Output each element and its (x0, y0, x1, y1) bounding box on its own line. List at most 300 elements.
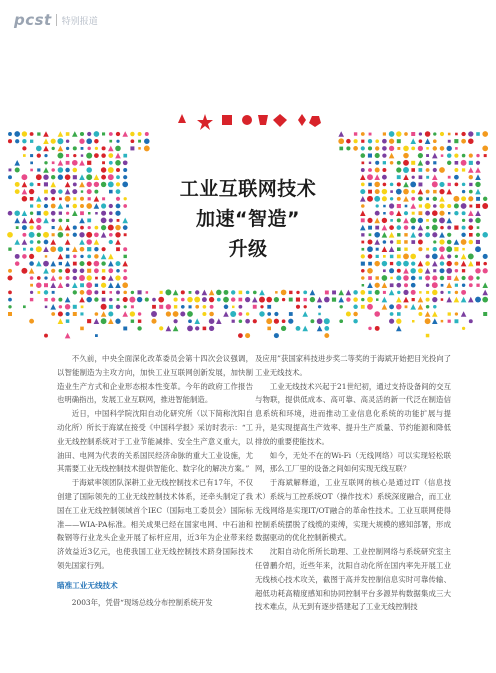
decor-dot (94, 131, 100, 137)
decor-dot (338, 131, 344, 137)
decor-dot (410, 138, 416, 144)
decor-dot (411, 276, 416, 281)
decor-dot (310, 297, 315, 302)
decor-dot (454, 168, 458, 172)
decor-dot (296, 326, 301, 331)
decor-dot (375, 161, 379, 165)
decor-dot (36, 146, 42, 152)
decor-dot (353, 290, 358, 295)
decor-dot (145, 132, 149, 136)
decor-dot (475, 268, 480, 273)
decor-dot (223, 311, 229, 317)
decor-dot (52, 291, 55, 294)
decor-dot (281, 290, 287, 296)
decor-dot (189, 305, 192, 308)
decor-dot (160, 291, 163, 294)
decor-dot (108, 312, 113, 317)
decor-dot (30, 140, 33, 143)
decor-dot (166, 304, 171, 309)
decor-dot (419, 139, 423, 143)
decor-dot (362, 162, 365, 165)
decor-dot (368, 146, 372, 150)
decor-dot (446, 297, 452, 303)
decor-dot (44, 161, 47, 164)
decor-dot (73, 146, 77, 150)
decor-dot (138, 290, 142, 294)
decor-dot (144, 145, 150, 151)
decor-dot (95, 284, 98, 287)
decor-dot (65, 304, 70, 309)
decor-dot (383, 161, 386, 164)
decor-dot (58, 318, 64, 324)
decor-dot (354, 139, 358, 143)
decor-dot (282, 298, 285, 301)
decor-dot (210, 305, 214, 309)
decor-dot (418, 312, 422, 316)
decor-dot (432, 311, 438, 317)
decor-dot (403, 153, 409, 159)
decor-dot (239, 298, 243, 302)
decor-dot (38, 291, 41, 294)
decor-dot (411, 283, 416, 288)
decor-dot (397, 139, 401, 143)
decor-dot (410, 268, 415, 273)
decor-dot (102, 298, 106, 302)
decor-dot (73, 168, 78, 173)
decor-dot (245, 297, 250, 302)
decor-dot (44, 283, 48, 287)
decor-dot (425, 311, 431, 317)
decor-dot (296, 305, 300, 309)
decor-dot (282, 319, 286, 323)
decor-dot (195, 326, 199, 330)
decor-dot (446, 282, 452, 288)
decor-dot (419, 168, 423, 172)
decor-dot (476, 284, 479, 287)
decor-dot (368, 276, 372, 280)
decor-dot (418, 153, 423, 158)
decor-dot (108, 167, 114, 173)
decor-dot (318, 313, 321, 316)
decor-dot (448, 133, 451, 136)
decor-dot (433, 139, 437, 143)
section-label: 特别报道 (61, 16, 98, 27)
decor-dot (59, 276, 63, 280)
decor-dot (426, 154, 429, 157)
decor-dot (131, 291, 134, 294)
decor-dot (426, 168, 430, 172)
decor-dot (346, 139, 351, 144)
decor-dot (43, 131, 49, 137)
decor-dot (447, 153, 452, 158)
paragraph: 沈阳自动化所所长助理、工业控制网络与系统研究室主任曾鹏介绍，近些年来，沈阳自动化所在国内率先开展工业无线核心技术攻关，截图于高并发控制信息实时可靠传输、超低功耗高精度感知和协同控制平台多源异构数据集成三大技术难点，从无到有逐步搭建起了工业无线控制技 (255, 547, 451, 612)
decor-dot (368, 291, 371, 294)
headline-line-2: 加速“智造” (196, 208, 300, 230)
decor-dot (181, 305, 185, 309)
decor-dot (52, 147, 55, 150)
decor-dot (266, 297, 272, 303)
decor-dot (116, 305, 120, 309)
paragraph: 如今，无处不在的Wi-Fi（无线网络）可以实现轻松联网，那么工厂里的设备之间如何实现无线互联？ (255, 450, 451, 474)
decor-dot (95, 312, 99, 316)
decor-dot (80, 268, 85, 273)
decor-dot (181, 290, 185, 294)
decor-dot (483, 268, 488, 273)
decor-dot (389, 304, 394, 309)
decor-dot (461, 132, 465, 136)
decor-dot (21, 268, 27, 274)
decor-dot (448, 320, 451, 323)
decor-dot (8, 312, 12, 316)
decor-dot (151, 319, 156, 324)
decor-dot (455, 319, 459, 323)
decor-dot (403, 297, 409, 303)
decor-dot (462, 327, 465, 330)
decor-dot (65, 168, 69, 172)
decor-dot (338, 290, 344, 296)
decor-dot (87, 275, 92, 280)
decor-dot (115, 153, 121, 159)
decor-dot (454, 275, 460, 281)
decor-dot (361, 132, 365, 136)
decor-dot (425, 318, 431, 324)
decor-dot (433, 269, 436, 272)
decor-dot (296, 298, 300, 302)
decor-dot (440, 291, 443, 294)
decor-dot (483, 312, 487, 316)
decor-dot (432, 153, 438, 159)
decor-dot (418, 297, 424, 303)
decor-dot (418, 160, 424, 166)
decor-dot (303, 291, 307, 295)
decor-dot (468, 131, 473, 136)
decor-dot (440, 268, 445, 273)
decor-dot (404, 132, 408, 136)
decor-dot (375, 153, 380, 158)
decor-dot (173, 311, 179, 317)
decor-dot (73, 312, 77, 316)
decor-dot (22, 131, 27, 136)
decor-dot (44, 276, 47, 279)
decor-dot (189, 291, 192, 294)
decor-dot (57, 138, 63, 144)
decor-dot (346, 290, 352, 296)
decor-dot (461, 297, 467, 303)
decor-dot (289, 291, 292, 294)
decor-dot (159, 305, 163, 309)
decor-dot (403, 167, 409, 173)
decor-dot (209, 326, 214, 331)
decor-dot (202, 297, 207, 302)
decor-dot (94, 318, 100, 324)
decor-dot (396, 326, 402, 332)
decor-dot (101, 153, 106, 158)
decor-dot (232, 306, 235, 309)
decor-dot (66, 276, 70, 280)
decor-dot (108, 153, 113, 158)
decor-dot (66, 312, 70, 316)
decor-dot (124, 305, 127, 308)
decor-dot (130, 132, 134, 136)
decor-dot (353, 297, 358, 302)
decor-dot (441, 298, 444, 301)
decor-dot (231, 290, 235, 294)
decor-dot (159, 326, 163, 330)
decor-dot (361, 305, 365, 309)
decor-dot (110, 291, 113, 294)
decor-dot (469, 319, 473, 323)
paragraph: 及应用”获国家科技进步奖二等奖的于海斌开始把目光投向了工业无线技术。 (255, 354, 451, 377)
decor-dot (138, 320, 141, 323)
decor-dot (45, 306, 48, 309)
decor-dot (81, 154, 83, 156)
decor-dot (87, 269, 91, 273)
decor-dot (65, 268, 70, 273)
decor-dot (274, 319, 279, 324)
decor-dot (117, 298, 120, 301)
decor-dot (102, 276, 106, 280)
decor-dot (94, 153, 99, 158)
decor-dot (122, 311, 128, 317)
decor-dot (468, 275, 473, 280)
decor-dot (433, 132, 436, 135)
decor-dot (95, 277, 98, 280)
decor-dot (239, 312, 243, 316)
paragraph: 工业无线技术兴起于21世纪初，通过支持设备间的交互与物联，提供低成本、高可靠、高灵活的新一代泛在制造信息系统和环境，进而推动工业信息化系统的功能扩展与提升，是实现提高生产效率、提升生产质量、节约能源和降低排放的重要使能技术。 (255, 381, 451, 446)
decor-dot (87, 132, 91, 136)
decor-dot (482, 131, 488, 137)
decor-dot (130, 146, 134, 150)
decor-dot (404, 283, 408, 287)
decor-dot (29, 268, 35, 274)
decor-dot (410, 304, 416, 310)
decor-dot (396, 283, 401, 288)
decor-dot (403, 268, 409, 274)
decor-dot (123, 291, 127, 295)
decor-dot (361, 269, 365, 273)
decor-dot (418, 268, 423, 273)
decor-dot (376, 298, 379, 301)
decor-dot (396, 319, 401, 324)
decor-dot (362, 284, 365, 287)
decor-dot (461, 160, 467, 166)
decor-dot (267, 305, 271, 309)
decor-dot (441, 320, 444, 323)
decor-dot (209, 318, 215, 324)
decor-dot (123, 276, 127, 280)
decor-dot (123, 160, 128, 165)
decor-dot (158, 297, 164, 303)
decor-dot (66, 319, 70, 323)
decor-dot (43, 268, 49, 274)
decor-dot (447, 161, 451, 165)
decor-dot (72, 282, 78, 288)
decor-dot (137, 297, 142, 302)
decor-dot (94, 268, 99, 273)
decor-dot (43, 167, 49, 173)
decor-dot (51, 269, 55, 273)
decor-dot (390, 277, 393, 280)
decor-dot (468, 138, 474, 144)
decor-dot (432, 275, 437, 280)
decor-dot (173, 319, 177, 323)
decor-dot (108, 268, 113, 273)
decor-dot (302, 311, 308, 317)
decor-dot (340, 305, 343, 308)
decor-dot (419, 132, 422, 135)
decor-dot (80, 132, 84, 136)
decor-dot (382, 139, 387, 144)
decor-dot (187, 325, 193, 331)
decor-dot (375, 139, 379, 143)
decor-dot (14, 131, 20, 137)
decor-dot (383, 291, 386, 294)
decor-dot (202, 290, 208, 296)
decor-dot (418, 146, 423, 151)
decor-dot (59, 269, 63, 273)
decor-dot (382, 275, 388, 281)
decor-dot (382, 153, 386, 157)
decor-dot (374, 311, 380, 317)
decor-dot (36, 282, 42, 288)
decor-dot (454, 297, 460, 303)
decor-dot (72, 160, 78, 166)
decor-dot (425, 138, 431, 144)
decor-dot (203, 305, 207, 309)
decor-dot (425, 131, 431, 137)
decor-dot (382, 168, 386, 172)
decor-dot (455, 312, 458, 315)
decor-dot (152, 298, 156, 302)
decor-dot (239, 291, 243, 295)
decor-dot (274, 333, 279, 338)
decor-dot (304, 298, 307, 301)
decor-dot (57, 153, 63, 159)
decor-dot (412, 298, 415, 301)
decor-dot (138, 132, 142, 136)
decor-dot (138, 147, 141, 150)
decor-dot (79, 160, 85, 166)
decor-dot (389, 290, 395, 296)
decor-dot (37, 132, 40, 135)
article-column-left (57, 352, 253, 609)
headline-line-3: 升级 (228, 238, 268, 260)
decor-dot (310, 290, 316, 296)
decor-dot (58, 131, 64, 137)
decor-dot (367, 282, 373, 288)
decor-dot (389, 139, 394, 144)
decor-dot (360, 153, 365, 158)
decor-dot (361, 298, 364, 301)
decor-dot (275, 291, 278, 294)
decor-dot (403, 146, 409, 152)
decor-dot (353, 146, 358, 151)
decor-dot (482, 146, 488, 152)
decor-dot (426, 283, 430, 287)
decor-dot (94, 297, 98, 301)
decor-dot (476, 154, 479, 157)
decor-dot (462, 154, 466, 158)
decor-dot (66, 139, 69, 142)
decor-dot (124, 269, 127, 272)
decor-dot (73, 305, 77, 309)
decor-dot (296, 291, 299, 294)
decor-dot (72, 268, 77, 273)
decor-dot (375, 283, 380, 288)
decor-dot (173, 326, 179, 332)
decor-dot (383, 132, 386, 135)
decor-dot (368, 139, 372, 143)
decor-dot (86, 297, 92, 303)
decor-dot (455, 133, 458, 136)
decor-dot (412, 320, 415, 323)
decor-dot (79, 297, 85, 303)
decor-dot (396, 304, 402, 310)
decor-dot (30, 154, 33, 157)
decor-dot (419, 291, 422, 294)
decor-dot (389, 319, 394, 324)
decor-dot (80, 283, 84, 287)
decor-dot (73, 154, 76, 157)
decor-dot (66, 283, 70, 287)
decor-dot (102, 146, 106, 150)
decor-dot (310, 319, 314, 323)
decor-dot (245, 333, 250, 338)
decor-dot (382, 146, 387, 151)
decor-dot (239, 305, 243, 309)
decor-dot (376, 276, 379, 279)
decor-dot (102, 161, 105, 164)
decor-dot (317, 318, 323, 324)
decor-dot (462, 269, 465, 272)
decor-dot (361, 276, 364, 279)
decor-dot (367, 268, 373, 274)
decor-dot (462, 168, 465, 171)
decor-dot (231, 297, 235, 301)
decor-dot (58, 298, 62, 302)
decor-dot (405, 305, 408, 308)
decor-dot (37, 168, 40, 171)
decor-dot (216, 290, 221, 295)
decor-dot (390, 283, 394, 287)
decor-dot (209, 290, 215, 296)
paragraph: 近日，中国科学院沈阳自动化研究所（以下简称沈阳自动化所）所长于海斌在接受《中国科学报》采访时表示：“工业无线控制系统对于工业节能减排、安全生产意义重大，以油田、电网为代表的关系国民经济命脉的重大工业设施，尤其需要工业无线控制技术提供智能化、数字化的解决方案。” (57, 409, 253, 474)
decor-dot (22, 139, 26, 143)
decor-dot (396, 131, 401, 136)
decor-dot (131, 305, 134, 308)
decor-dot (426, 305, 430, 309)
decor-dot (30, 298, 33, 301)
decor-dot (369, 162, 371, 164)
decor-dot (223, 297, 229, 303)
decor-dot (8, 139, 12, 143)
decor-dot (469, 283, 473, 287)
decor-dot (81, 306, 84, 309)
decor-dot (109, 161, 113, 165)
decor-dot (50, 275, 56, 281)
decor-dot (123, 297, 128, 302)
decor-dot (58, 146, 64, 152)
decor-dot (383, 269, 386, 272)
decor-dot (115, 282, 121, 288)
decor-dot (455, 147, 458, 150)
decor-dot (7, 275, 12, 280)
decor-dot (44, 334, 48, 338)
decor-dot (476, 276, 479, 279)
decor-dot (454, 139, 458, 143)
decor-dot (146, 291, 149, 294)
decor-dot (325, 291, 329, 295)
